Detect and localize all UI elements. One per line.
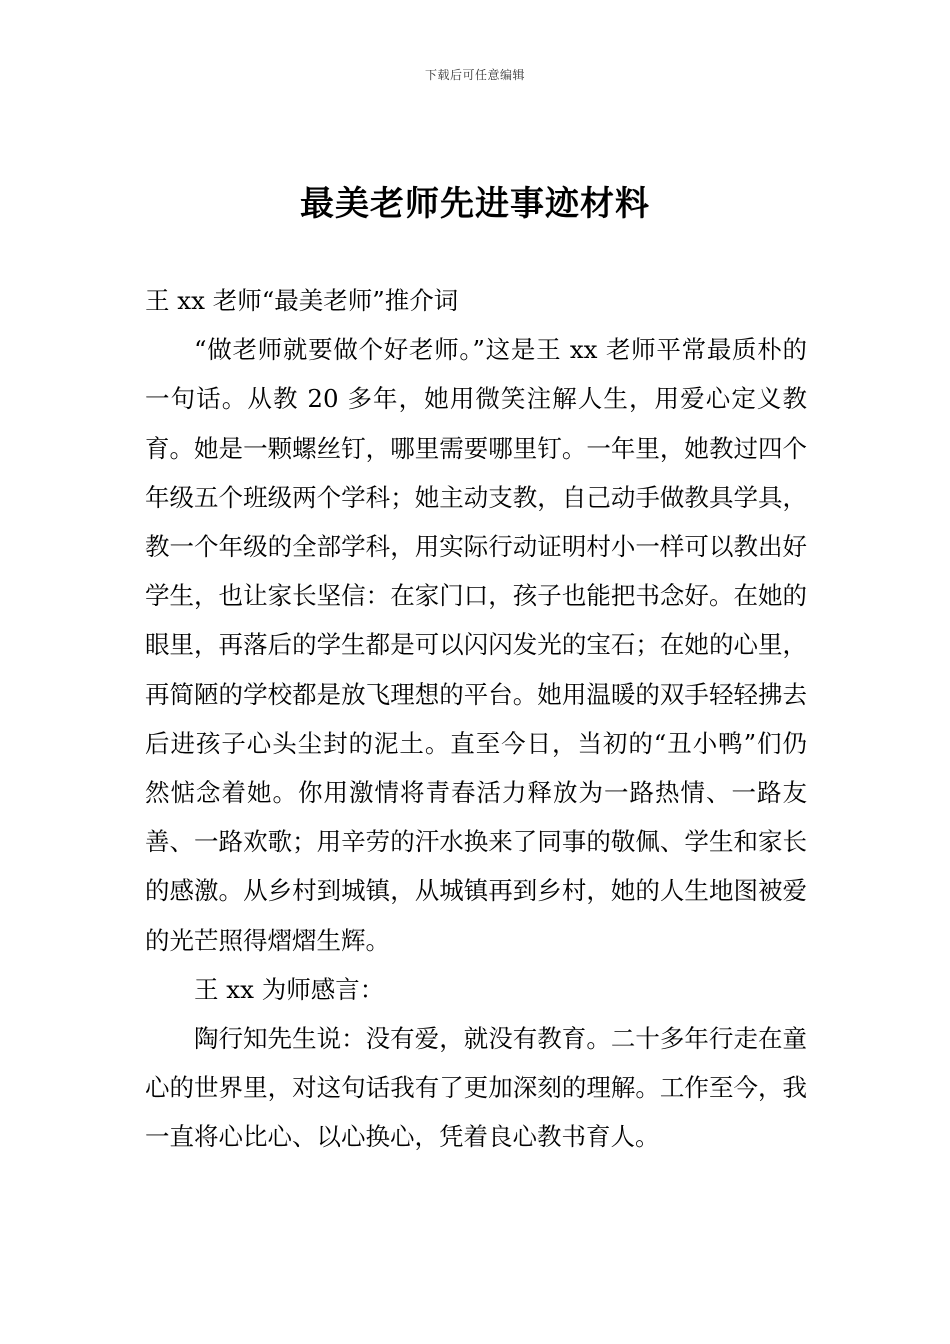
paragraph-recommendation-body: “做老师就要做个好老师。”这是王 xx 老师平常最质朴的一句话。从教 20 多年，她用微笑注解人生，用爱心定义教育。她是一颗螺丝钉，哪里需要哪里钉。一年里，她教过四个年级五个班级两个学科；她主动支教，自己动手做教具学具，教一个年级的全部学科，用实际行动证明村小一样可以教出好学生，也让家长坚信：在家门口，孩子也能把书念好。在她的眼里，再落后的学生都是可以闪闪发光的宝石；在她的心里，再简陋的学校都是放飞理想的平台。她用温暖的双手轻轻拂去后进孩子心头尘封的泥土。直至今日，当初的“丑小鸭”们仍然惦念着她。你用激情将青春活力释放为一路热情、一路友善、一路欢歌；用辛劳的汗水换来了同事的敬佩、学生和家长的感激。从乡村到城镇，从城镇再到乡村，她的人生地图被爱的光芒照得熠熠生辉。	[145, 335, 807, 955]
paragraph-teacher-remarks-heading: 王 xx 为师感言：	[194, 974, 385, 1004]
paragraph-teacher-remarks-body: 陶行知先生说：没有爱，就没有教育。二十多年行走在童心的世界里，对这句话我有了更加深刻的理解。工作至今，我一直将心比心、以心换心，凭着良心教书育人。	[145, 1024, 807, 1152]
header-note: 下载后可任意编辑	[424, 68, 525, 82]
document-title: 最美老师先进事迹材料	[300, 184, 650, 224]
paragraph-recommendation-heading: 王 xx 老师“最美老师”推介词	[145, 286, 459, 315]
document-body	[145, 276, 807, 1162]
